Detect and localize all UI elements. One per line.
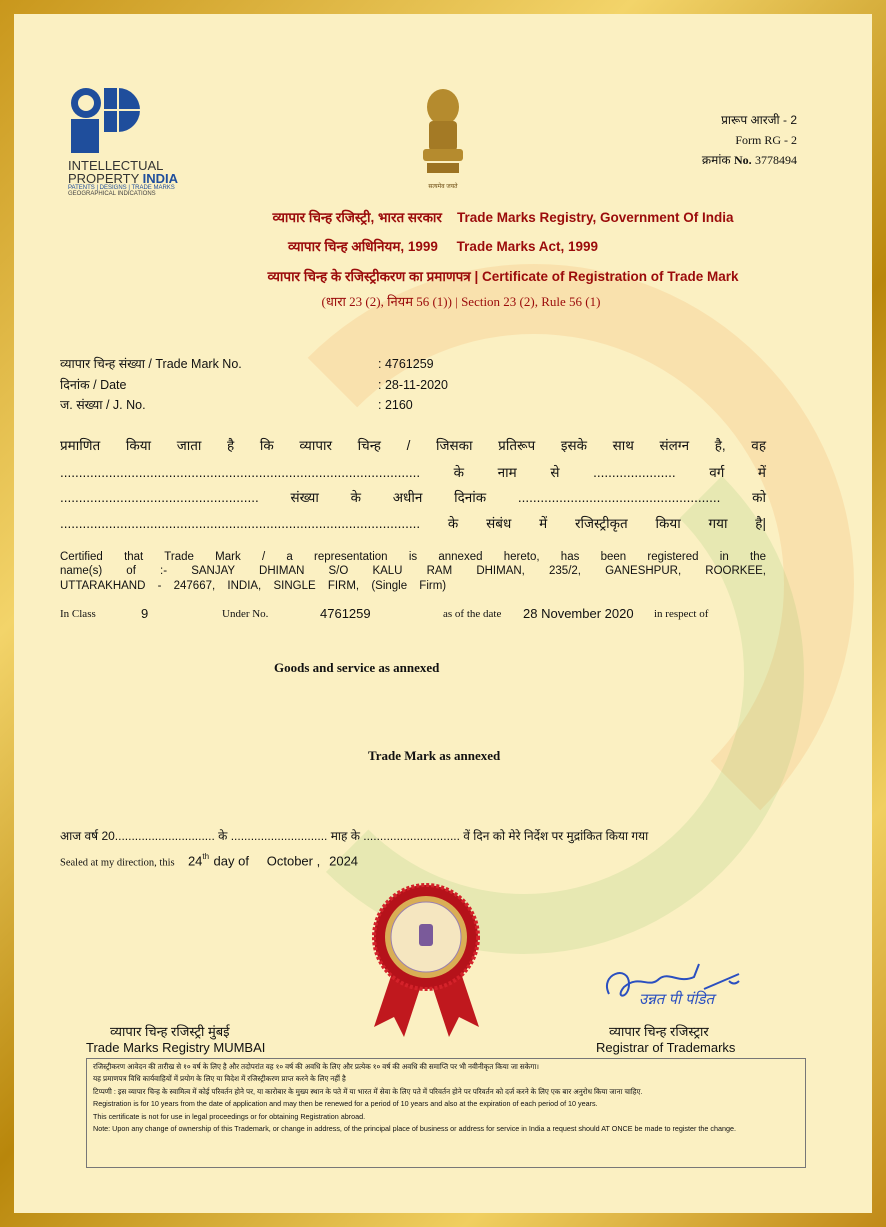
hindi-para-line: ................................................................................................ के संबंध में रजिस्ट्रीकृत किया गया है| [60, 516, 766, 531]
english-para-line: name(s) of :- SANJAY DHIMAN S/O KALU RAM DHIMAN, 235/2, GANESHPUR, ROORKEE, [60, 565, 766, 577]
logo-sub1: PATENTS | DESIGNS | TRADE MARKS [68, 185, 175, 191]
sealed-day-of: day of [213, 853, 249, 869]
footer-left-en: Trade Marks Registry MUMBAI [86, 1040, 266, 1055]
ip-logo-icon [68, 85, 140, 155]
sealed-day: 24 [187, 853, 203, 869]
serial-label-hi: क्रमांक [701, 153, 731, 167]
note: Registration is for 10 years from the date of application and may then be renewed for a period of 10 years and also at the expiration of each period of 10 years. [93, 1099, 598, 1109]
logo-line2a: PROPERTY [68, 171, 143, 186]
under-no-label: Under No. [222, 608, 269, 620]
registrar-signature [599, 959, 749, 1024]
sealed-month: October , [266, 853, 321, 869]
hindi-para-line: ................................................................................................ के नाम से ...................... वर्ग में [60, 465, 766, 480]
form-hi: प्रारूप आरजी - 2 [721, 113, 797, 127]
under-no-value: 4761259 [320, 606, 371, 621]
in-respect-of: in respect of [654, 608, 709, 620]
ribbon-seal-icon [369, 882, 484, 1042]
registry-seal [369, 882, 484, 1047]
as-of-date-label: as of the date [443, 608, 502, 620]
serial-number: 3778494 [755, 153, 797, 167]
hindi-para-line: प्रमाणित किया जाता है कि व्यापार चिन्ह / जिसका प्रतिरूप इसके साथ संलग्न है, वह [60, 438, 766, 453]
sealed-year: 2024 [329, 853, 359, 869]
footer-right-hi: व्यापार चिन्ह रजिस्ट्रार [609, 1024, 709, 1039]
form-en: Form RG - 2 [735, 133, 797, 147]
emblem-motto: सत्यमेव जयते [428, 184, 458, 190]
class-label: In Class [60, 608, 96, 620]
trade-mark-no-value: : 4761259 [378, 357, 434, 371]
footer-right-en: Registrar of Trademarks [596, 1040, 736, 1055]
act-heading: व्यापार चिन्ह अधिनियम, 1999 Trade Marks Act, 1999 [287, 239, 599, 254]
sealed-label: Sealed at my direction, this [60, 857, 175, 869]
sealed-day-suffix: th [202, 852, 210, 861]
registry-heading: व्यापार चिन्ह रजिस्ट्री, भारत सरकार Trade Marks Registry, Government Of India [272, 210, 734, 225]
logo-line1: INTELLECTUAL [68, 158, 164, 173]
date-value: : 28-11-2020 [378, 377, 448, 392]
national-emblem [412, 85, 474, 190]
note: Note: Upon any change of ownership of this Trademark, or change in address, of the principal place of business or address for service in India a request should AT ONCE be made to register the change. [93, 1124, 736, 1134]
notes-box [86, 1058, 806, 1168]
goods-services: Goods and service as annexed [274, 660, 440, 675]
j-no-value: : 2160 [378, 398, 413, 412]
trade-mark-no-label: व्यापार चिन्ह संख्या / Trade Mark No. [60, 357, 242, 371]
note: This certificate is not for use in legal proceedings or for obtaining Registration abroad. [93, 1111, 366, 1121]
date-label: दिनांक / Date [60, 377, 127, 392]
sealed-hindi: आज वर्ष 20.............................. के ............................. माह के ............................. वें दिन को मेरे निर्देश पर मुद्रांकित किया गया [60, 829, 649, 843]
signature-text: उन्नत पी पंडित [639, 991, 715, 1008]
certificate [14, 14, 872, 1213]
english-para-line: Certified that Trade Mark / a representation is annexed hereto, has been registered in the [60, 551, 766, 563]
class-value: 9 [141, 606, 149, 621]
note: टिप्पणी : इस व्यापार चिन्ह के स्वामित्व में कोई परिवर्तन होने पर, या कारोबार के मुख्य स्थान के पते में या भारत में सेवा के लिए पते में परिवर्तन होने पर परिवर्तन को दर्ज करने के लिए एक बार अनुरोध किया जाना चाहिए. [93, 1086, 643, 1096]
as-of-date-value: 28 November 2020 [523, 606, 634, 621]
serial-label-en: No. [733, 153, 752, 167]
section-heading: (धारा 23 (2), नियम 56 (1)) | Section 23 (2), Rule 56 (1) [321, 294, 601, 309]
english-para-line: UTTARAKHAND - 247667, INDIA, SINGLE FIRM, (Single Firm) [60, 580, 447, 592]
note: रजिस्ट्रीकरण आवेदन की तारीख से १० वर्ष के लिए है और तदोपरांत वह १० वर्ष की अवधि के लिए और प्रत्येक १० वर्ष की अवधि की समाप्ति पर भी नवीनीकृत किया जा सकेगा। [93, 1062, 539, 1071]
logo-line2b: INDIA [142, 171, 179, 186]
logo-sub2: GEOGRAPHICAL INDICATIONS [68, 191, 156, 197]
certificate-heading: व्यापार चिन्ह के रजिस्ट्रीकरण का प्रमाणपत्र | Certificate of Registration of Trade Mark [267, 269, 739, 284]
note: यह प्रमाणपत्र विधि कार्यवाहियों में प्रयोग के लिए या विदेश में रजिस्ट्रीकरण प्राप्त करने के लिए नहीं है [93, 1074, 346, 1084]
ip-india-logo [68, 85, 193, 197]
hindi-para-line: ..................................................... संख्या के अधीन दिनांक ...................................................... को [60, 490, 766, 505]
trade-mark-annexed: Trade Mark as annexed [368, 748, 501, 763]
j-no-label: ज. संख्या / J. No. [60, 398, 146, 412]
footer-left-hi: व्यापार चिन्ह रजिस्ट्री मुंबई [110, 1024, 230, 1039]
lion-capital-icon [415, 85, 471, 177]
